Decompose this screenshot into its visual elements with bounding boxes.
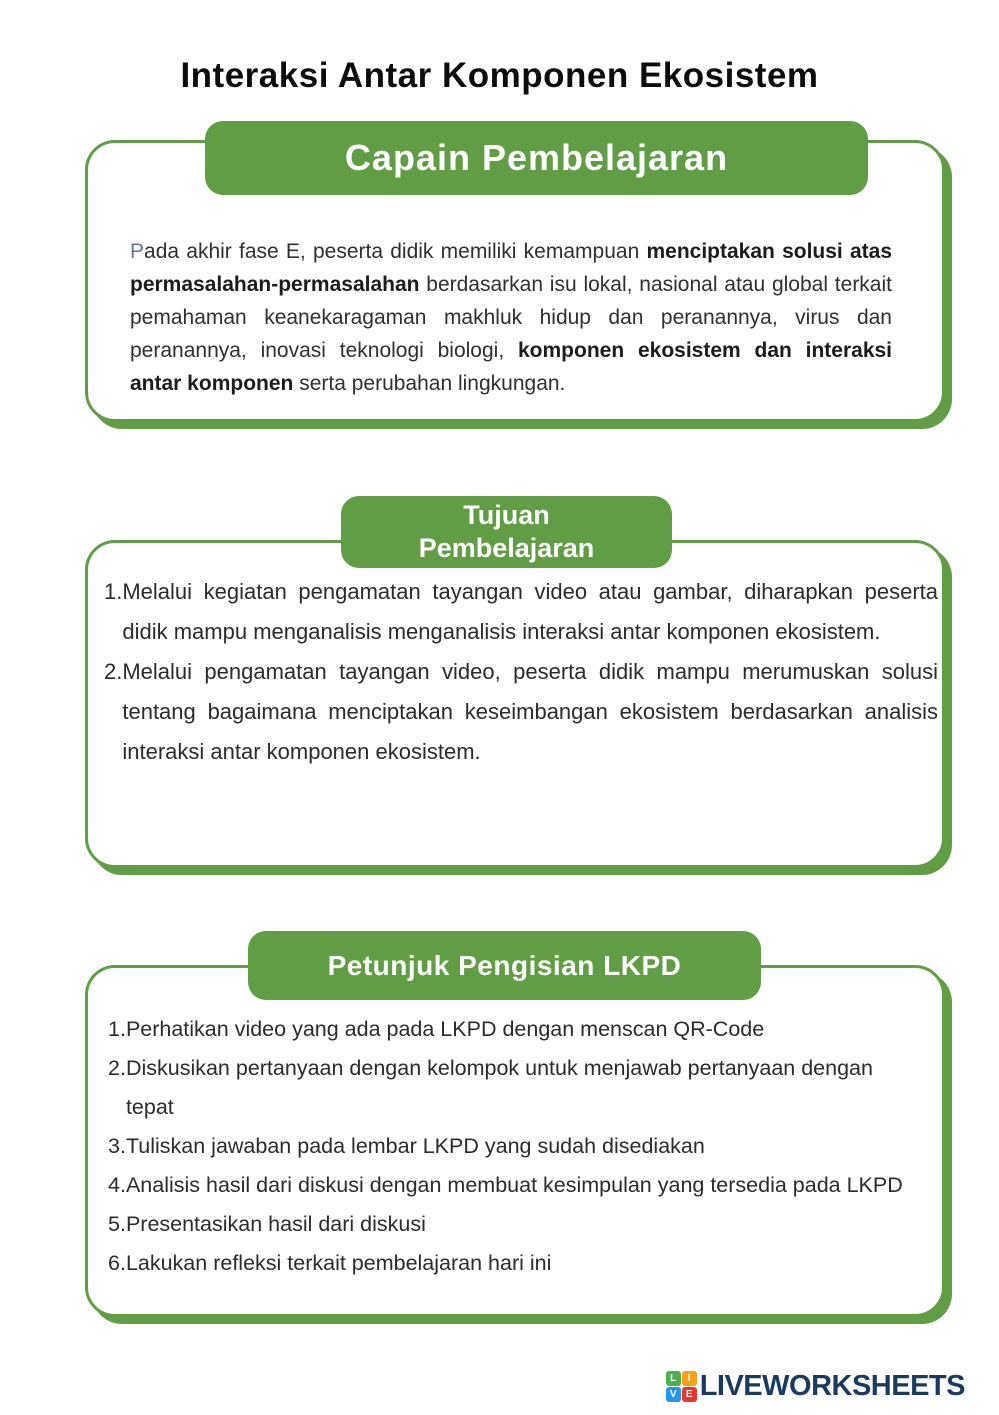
item-number: 3. <box>108 1134 126 1158</box>
logo-square-v: V <box>666 1387 681 1402</box>
petunjuk-header: Petunjuk Pengisian LKPD <box>248 931 761 1000</box>
brand-text: LIVEWORKSHEETS <box>699 1369 965 1402</box>
petunjuk-item-2 <box>108 1049 908 1127</box>
capaian-bold-1: menciptakan solusi atas permasalahan-permasalahan <box>130 240 892 296</box>
item-number: 4. <box>108 1173 126 1197</box>
item-text: Tuliskan jawaban pada lembar LKPD yang sudah disediakan <box>125 1134 705 1158</box>
tujuan-item-2 <box>104 652 938 772</box>
capaian-text-2: berdasarkan isu lokal, nasional atau global terkait pemahaman keanekaragaman makhluk hidup dan peranannya, virus dan peranannya, inovasi teknologi biologi, <box>130 273 892 362</box>
tujuan-header <box>341 496 672 568</box>
item-number: 5. <box>108 1212 126 1236</box>
item-text: Presentasikan hasil dari diskusi <box>125 1212 426 1236</box>
petunjuk-item-6 <box>108 1244 908 1283</box>
page-title: Interaksi Antar Komponen Ekosistem <box>180 56 819 95</box>
liveworksheets-logo-icon <box>666 1371 697 1402</box>
item-number: 6. <box>108 1251 126 1275</box>
petunjuk-item-1 <box>108 1010 908 1049</box>
item-text: Melalui kegiatan pengamatan tayangan video atau gambar, diharapkan peserta didik mampu menganalisis menganalisis interaksi antar komponen ekosistem. <box>122 579 938 644</box>
item-number: 1. <box>108 1017 126 1041</box>
liveworksheets-brand[interactable] <box>666 1368 965 1404</box>
tujuan-header-text: Tujuan Pembelajaran <box>418 500 595 563</box>
logo-square-l: L <box>666 1371 681 1386</box>
item-text: Melalui pengamatan tayangan video, peserta didik mampu merumuskan solusi tentang bagaimana menciptakan keseimbangan ekosistem berdasarkan analisis interaksi antar komponen ekosistem. <box>122 659 938 764</box>
petunjuk-item-4 <box>108 1166 908 1205</box>
item-number: 2. <box>104 659 123 684</box>
capaian-text-3: serta perubahan lingkungan. <box>293 372 566 395</box>
petunjuk-item-5 <box>108 1205 908 1244</box>
capaian-header: Capain Pembelajaran <box>205 121 868 195</box>
tujuan-list <box>104 572 938 772</box>
petunjuk-item-3 <box>108 1127 908 1166</box>
capaian-lead-letter: P <box>130 240 145 263</box>
tujuan-item-1 <box>104 572 938 652</box>
item-number: 1. <box>104 579 123 604</box>
logo-square-e: E <box>682 1387 697 1402</box>
petunjuk-list <box>108 1010 908 1283</box>
item-text: Lakukan refleksi terkait pembelajaran hari ini <box>125 1251 552 1275</box>
item-text: Perhatikan video yang ada pada LKPD dengan menscan QR-Code <box>125 1017 765 1041</box>
item-number: 2. <box>108 1056 126 1080</box>
item-text: Analisis hasil dari diskusi dengan membuat kesimpulan yang tersedia pada LKPD <box>125 1173 903 1197</box>
capaian-paragraph <box>130 235 892 400</box>
logo-square-i: I <box>682 1371 697 1386</box>
capaian-text-1: ada akhir fase E, peserta didik memiliki kemampuan <box>144 240 647 263</box>
item-text: Diskusikan pertanyaan dengan kelompok untuk menjawab pertanyaan dengan tepat <box>125 1056 873 1119</box>
capaian-bold-2: komponen ekosistem dan interaksi antar komponen <box>130 339 893 395</box>
